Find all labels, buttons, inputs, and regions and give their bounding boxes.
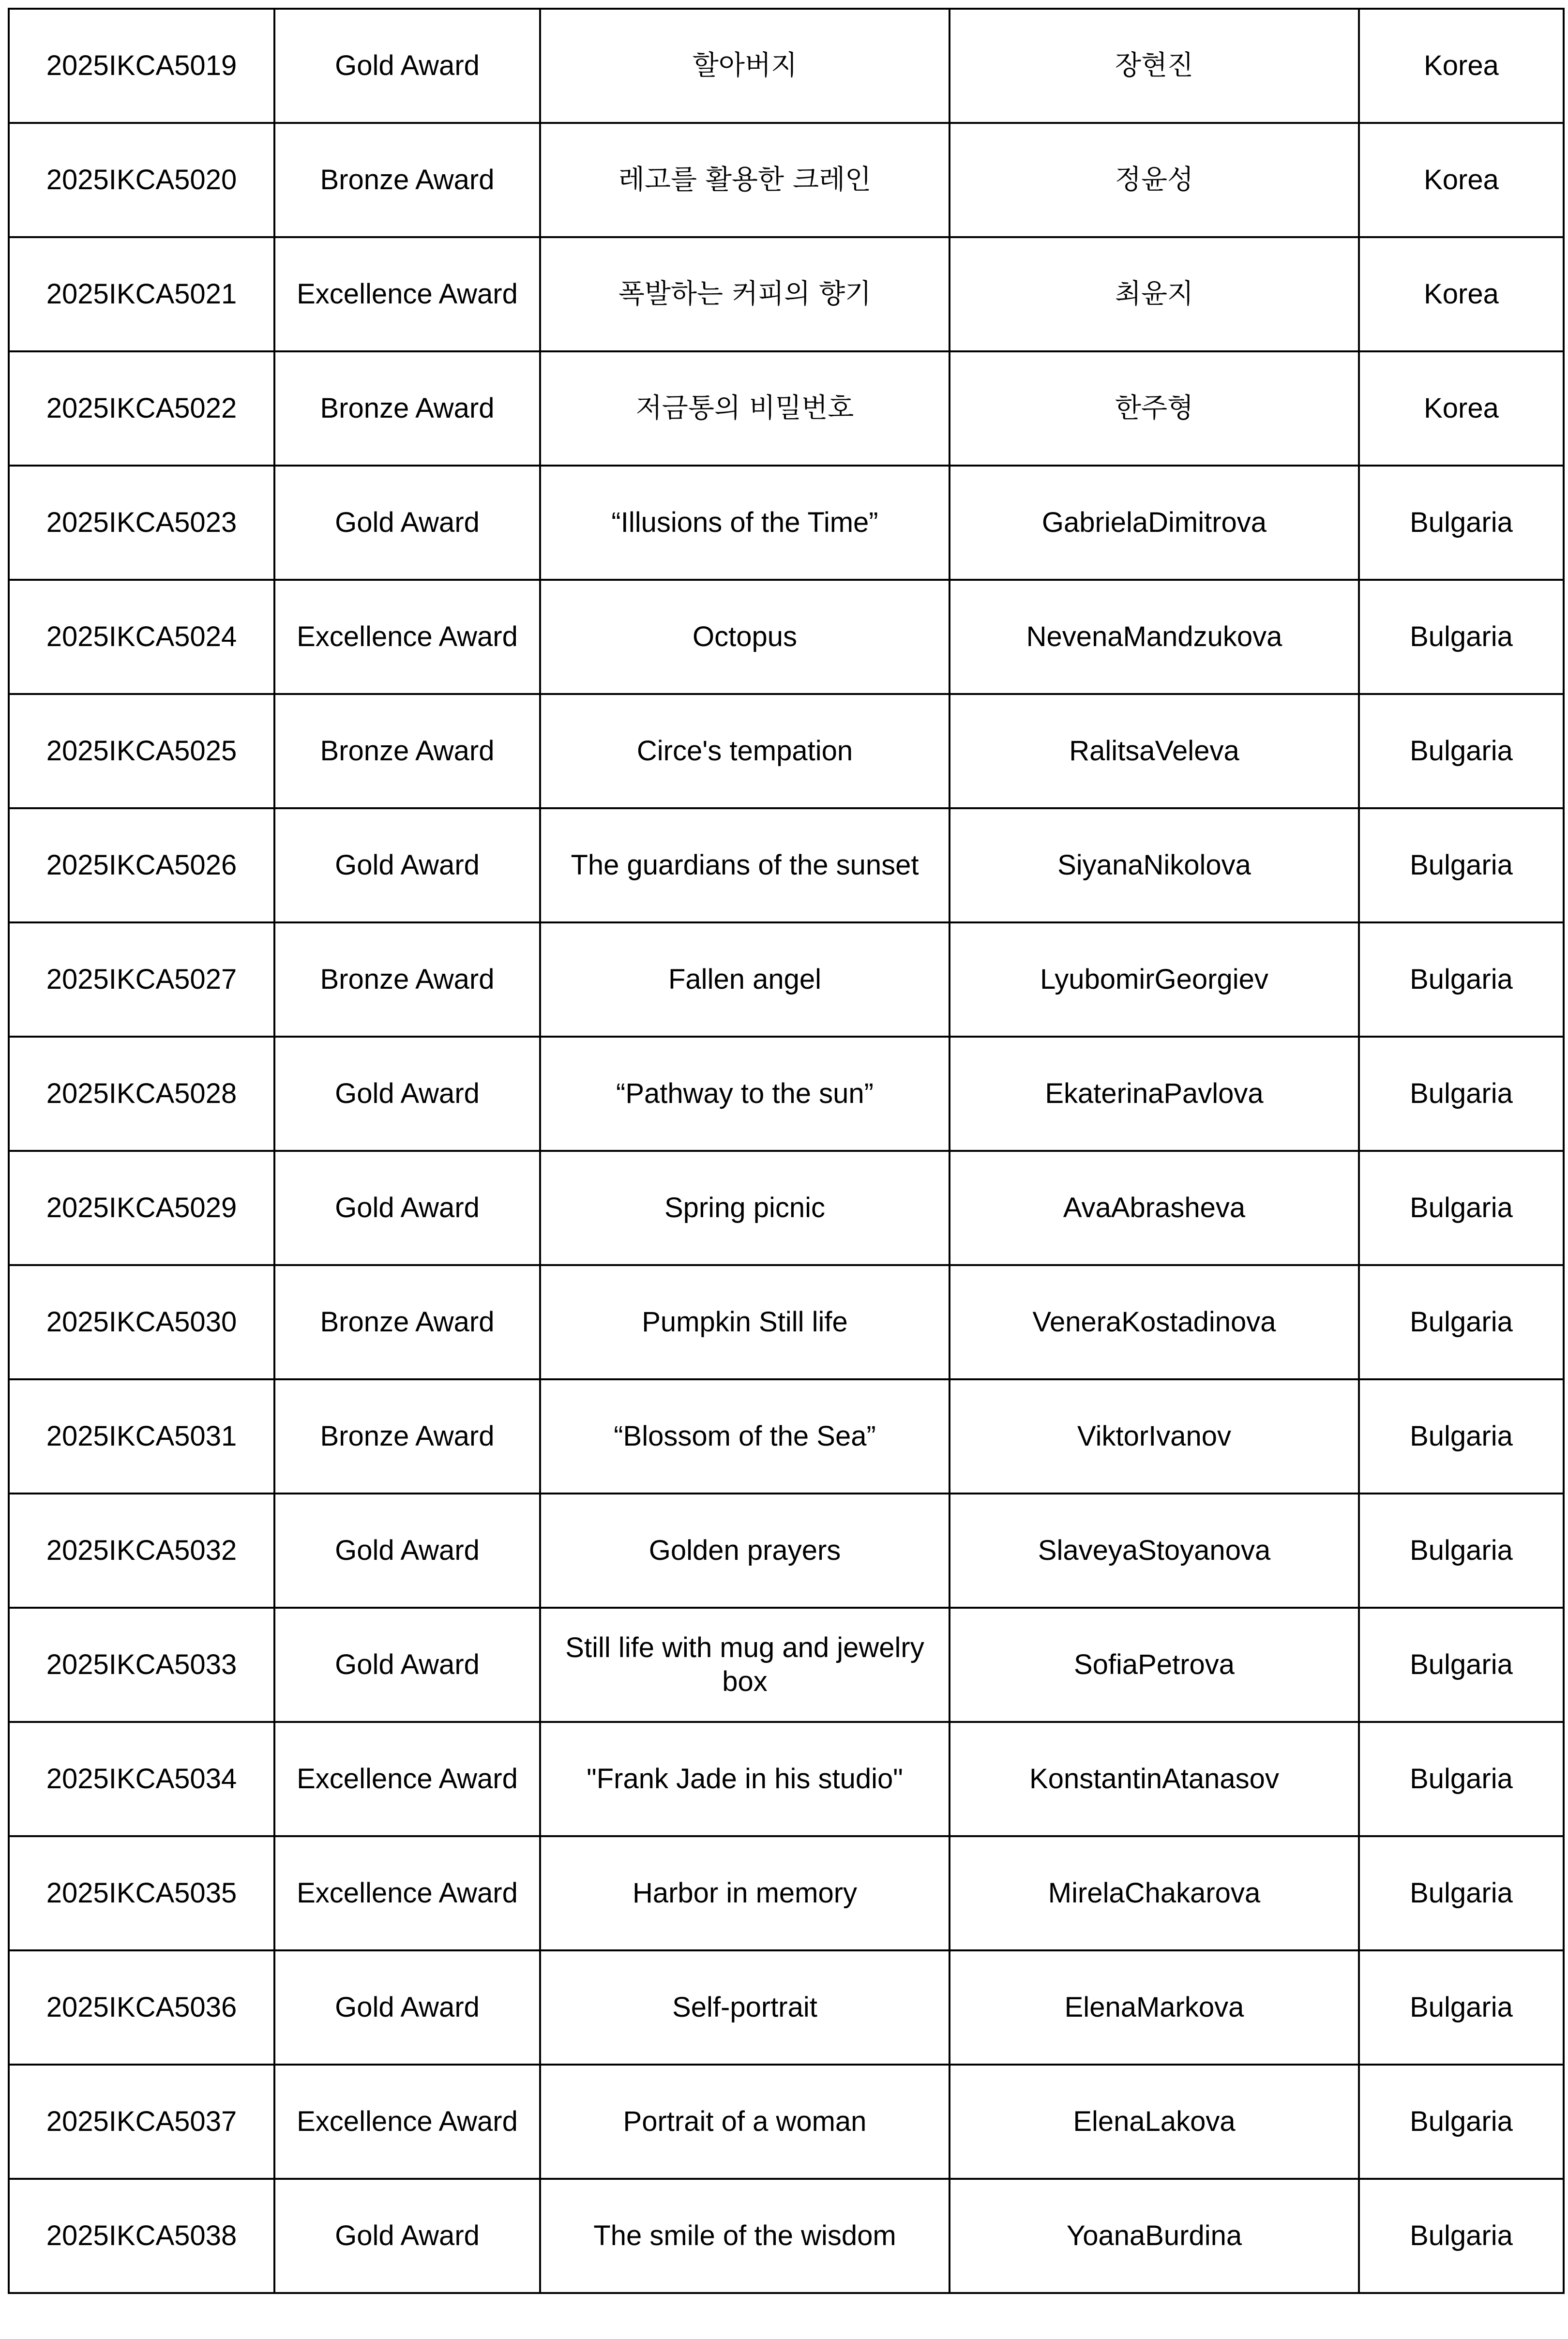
country-cell: Bulgaria (1359, 1151, 1564, 1265)
artist-name-cell: 장현진 (950, 9, 1359, 123)
artist-name-cell: ViktorIvanov (950, 1379, 1359, 1494)
entry-id-cell: 2025IKCA5034 (9, 1722, 274, 1836)
artwork-title-cell: Still life with mug and jewelry box (540, 1608, 950, 1722)
artwork-title-cell: The guardians of the sunset (540, 808, 950, 922)
entry-id-cell: 2025IKCA5032 (9, 1494, 274, 1608)
table-row (9, 1037, 1564, 1151)
award-cell: Gold Award (274, 2179, 540, 2293)
country-cell: Bulgaria (1359, 580, 1564, 694)
award-cell: Bronze Award (274, 694, 540, 808)
award-cell: Excellence Award (274, 1722, 540, 1836)
table-row (9, 694, 1564, 808)
artwork-title-cell: 할아버지 (540, 9, 950, 123)
country-cell: Bulgaria (1359, 466, 1564, 580)
country-cell: Bulgaria (1359, 2065, 1564, 2179)
artist-name-cell: 정윤성 (950, 123, 1359, 237)
table-row (9, 466, 1564, 580)
table-row (9, 9, 1564, 123)
artwork-title-cell: Self-portrait (540, 1950, 950, 2065)
country-cell: Bulgaria (1359, 1722, 1564, 1836)
country-cell: Korea (1359, 9, 1564, 123)
artwork-title-cell: 레고를 활용한 크레인 (540, 123, 950, 237)
entry-id-cell: 2025IKCA5022 (9, 351, 274, 466)
table-row (9, 922, 1564, 1037)
artist-name-cell: ElenaMarkova (950, 1950, 1359, 2065)
country-cell: Bulgaria (1359, 1950, 1564, 2065)
artwork-title-cell: Fallen angel (540, 922, 950, 1037)
artwork-title-cell: Golden prayers (540, 1494, 950, 1608)
artwork-title-cell: “Blossom of the Sea” (540, 1379, 950, 1494)
table-row (9, 808, 1564, 922)
award-cell: Gold Award (274, 1950, 540, 2065)
award-cell: Bronze Award (274, 123, 540, 237)
table-row (9, 1608, 1564, 1722)
artwork-title-cell: “Pathway to the sun” (540, 1037, 950, 1151)
award-cell: Bronze Award (274, 1265, 540, 1379)
entry-id-cell: 2025IKCA5035 (9, 1836, 274, 1950)
table-row (9, 2179, 1564, 2293)
country-cell: Bulgaria (1359, 1037, 1564, 1151)
table-row (9, 2065, 1564, 2179)
award-cell: Gold Award (274, 1151, 540, 1265)
entry-id-cell: 2025IKCA5037 (9, 2065, 274, 2179)
award-cell: Gold Award (274, 1037, 540, 1151)
artist-name-cell: RalitsaVeleva (950, 694, 1359, 808)
entry-id-cell: 2025IKCA5019 (9, 9, 274, 123)
award-cell: Gold Award (274, 1608, 540, 1722)
country-cell: Bulgaria (1359, 1265, 1564, 1379)
entry-id-cell: 2025IKCA5023 (9, 466, 274, 580)
entry-id-cell: 2025IKCA5036 (9, 1950, 274, 2065)
table-row (9, 237, 1564, 351)
artwork-title-cell: Octopus (540, 580, 950, 694)
country-cell: Bulgaria (1359, 808, 1564, 922)
artist-name-cell: 최윤지 (950, 237, 1359, 351)
award-cell: Gold Award (274, 1494, 540, 1608)
award-cell: Excellence Award (274, 2065, 540, 2179)
award-cell: Excellence Award (274, 580, 540, 694)
table-row (9, 1836, 1564, 1950)
artwork-title-cell: “Illusions of the Time” (540, 466, 950, 580)
country-cell: Bulgaria (1359, 2179, 1564, 2293)
artist-name-cell: LyubomirGeorgiev (950, 922, 1359, 1037)
table-row (9, 123, 1564, 237)
artist-name-cell: MirelaChakarova (950, 1836, 1359, 1950)
artist-name-cell: GabrielaDimitrova (950, 466, 1359, 580)
award-cell: Bronze Award (274, 351, 540, 466)
table-row (9, 1379, 1564, 1494)
country-cell: Bulgaria (1359, 1494, 1564, 1608)
artwork-title-cell: Circe's tempation (540, 694, 950, 808)
country-cell: Bulgaria (1359, 1379, 1564, 1494)
award-cell: Gold Award (274, 466, 540, 580)
artist-name-cell: SlaveyaStoyanova (950, 1494, 1359, 1608)
artist-name-cell: VeneraKostadinova (950, 1265, 1359, 1379)
table-row (9, 1494, 1564, 1608)
country-cell: Korea (1359, 351, 1564, 466)
table-row (9, 1950, 1564, 2065)
country-cell: Bulgaria (1359, 922, 1564, 1037)
award-cell: Gold Award (274, 9, 540, 123)
table-row (9, 1265, 1564, 1379)
artist-name-cell: AvaAbrasheva (950, 1151, 1359, 1265)
entry-id-cell: 2025IKCA5025 (9, 694, 274, 808)
artwork-title-cell: Portrait of a woman (540, 2065, 950, 2179)
entry-id-cell: 2025IKCA5021 (9, 237, 274, 351)
country-cell: Korea (1359, 123, 1564, 237)
entry-id-cell: 2025IKCA5026 (9, 808, 274, 922)
artwork-title-cell: Pumpkin Still life (540, 1265, 950, 1379)
entry-id-cell: 2025IKCA5030 (9, 1265, 274, 1379)
entry-id-cell: 2025IKCA5028 (9, 1037, 274, 1151)
award-cell: Excellence Award (274, 237, 540, 351)
award-cell: Bronze Award (274, 1379, 540, 1494)
country-cell: Bulgaria (1359, 1608, 1564, 1722)
artwork-title-cell: Spring picnic (540, 1151, 950, 1265)
entry-id-cell: 2025IKCA5029 (9, 1151, 274, 1265)
country-cell: Bulgaria (1359, 694, 1564, 808)
award-results-table (8, 8, 1565, 2294)
table-row (9, 351, 1564, 466)
artist-name-cell: ElenaLakova (950, 2065, 1359, 2179)
artist-name-cell: NevenaMandzukova (950, 580, 1359, 694)
artist-name-cell: SofiaPetrova (950, 1608, 1359, 1722)
entry-id-cell: 2025IKCA5027 (9, 922, 274, 1037)
table-row (9, 1722, 1564, 1836)
artwork-title-cell: 폭발하는 커피의 향기 (540, 237, 950, 351)
entry-id-cell: 2025IKCA5033 (9, 1608, 274, 1722)
award-cell: Gold Award (274, 808, 540, 922)
artwork-title-cell: Harbor in memory (540, 1836, 950, 1950)
artwork-title-cell: The smile of the wisdom (540, 2179, 950, 2293)
country-cell: Korea (1359, 237, 1564, 351)
country-cell: Bulgaria (1359, 1836, 1564, 1950)
artist-name-cell: KonstantinAtanasov (950, 1722, 1359, 1836)
artist-name-cell: SiyanaNikolova (950, 808, 1359, 922)
entry-id-cell: 2025IKCA5020 (9, 123, 274, 237)
artist-name-cell: 한주형 (950, 351, 1359, 466)
award-cell: Bronze Award (274, 922, 540, 1037)
artwork-title-cell: "Frank Jade in his studio" (540, 1722, 950, 1836)
artwork-title-cell: 저금통의 비밀번호 (540, 351, 950, 466)
entry-id-cell: 2025IKCA5031 (9, 1379, 274, 1494)
entry-id-cell: 2025IKCA5024 (9, 580, 274, 694)
table-row (9, 1151, 1564, 1265)
entry-id-cell: 2025IKCA5038 (9, 2179, 274, 2293)
artist-name-cell: YoanaBurdina (950, 2179, 1359, 2293)
table-row (9, 580, 1564, 694)
artist-name-cell: EkaterinaPavlova (950, 1037, 1359, 1151)
award-cell: Excellence Award (274, 1836, 540, 1950)
